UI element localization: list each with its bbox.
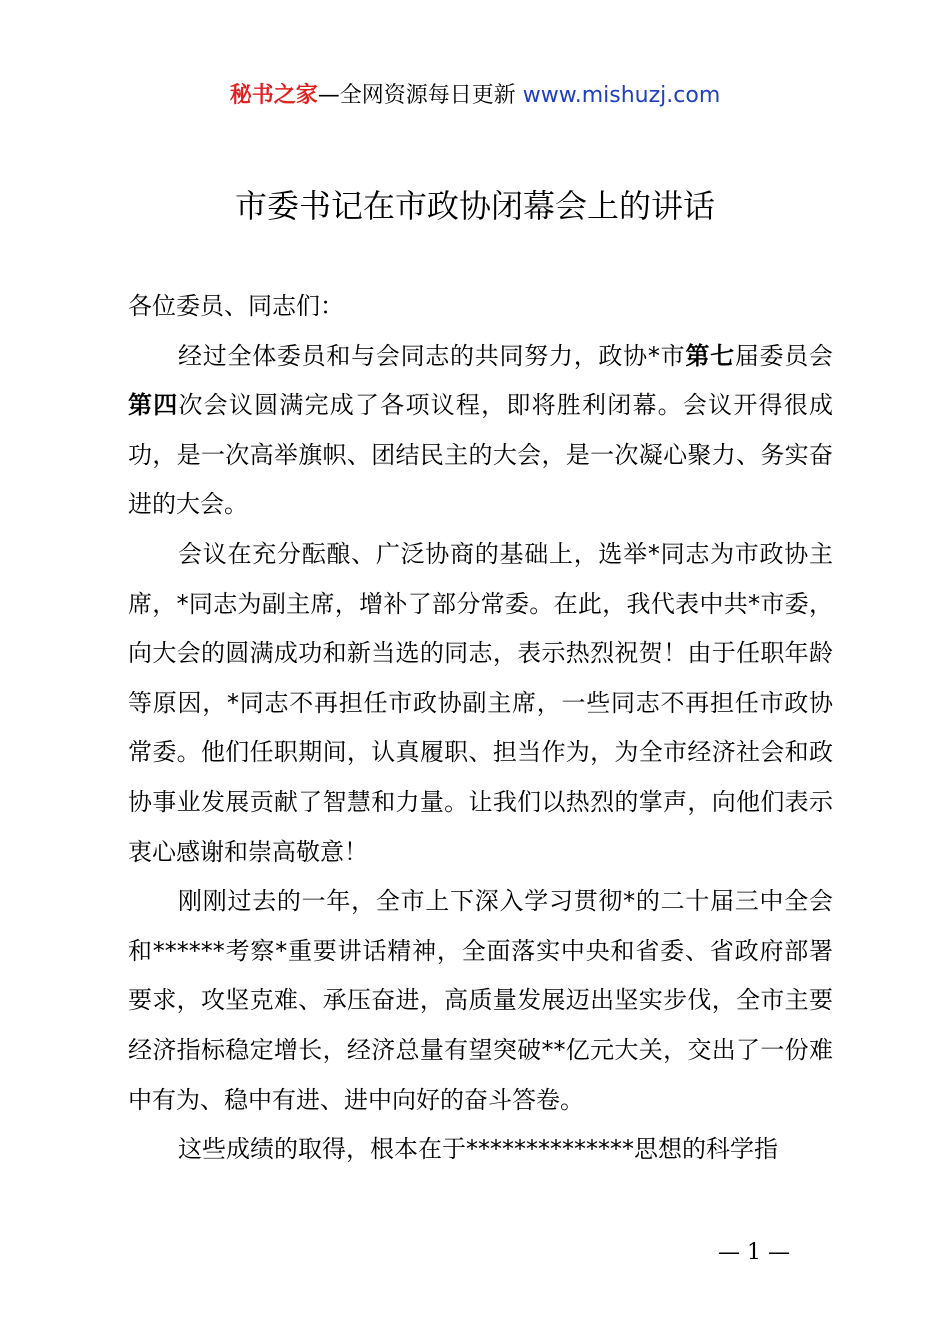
paragraph-2: 会议在充分酝酿、广泛协商的基础上，选举*同志为市政协主席，*同志为副主席，增补了部分常委。在此，我代表中共*市委，向大会的圆满成功和新当选的同志，表示热烈祝贺！由于任职年龄等原因，*同志不再担任市政协副主席，一些同志不再担任市政协常委。他们任职期间，认真履职、担当作为，为全市经济社会和政协事业发展贡献了智慧和力量。让我们以热烈的掌声，向他们表示衷心感谢和崇高敬意！ — [128, 539, 833, 866]
paragraph-1-text-b: 届委员会 — [734, 341, 834, 370]
paragraph-1 — [128, 332, 833, 530]
document-title: 市委书记在市政协闭幕会上的讲话 — [234, 187, 715, 225]
page-number: — 1 — — [718, 1240, 790, 1265]
paragraph-3: 刚刚过去的一年，全市上下深入学习贯彻*的二十届三中全会和******考察*重要讲话精神，全面落实中央和省委、省政府部署要求，攻坚克难、承压奋进，高质量发展迈出坚实步伐，全市主要经济指标稳定增长，经济总量有望突破**亿元大关，交出了一份难中有为、稳中有进、进中向好的奋斗答卷。 — [128, 887, 833, 1114]
document-body — [128, 282, 833, 1175]
paragraph-1-text-c: 次会议圆满完成了各项议程，即将胜利闭幕。会议开得很成功，是一次高举旗帜、团结民主的大会，是一次凝心聚力、务实奋进的大会。 — [128, 391, 834, 519]
paragraph-1-bold-a: 第七 — [685, 341, 735, 370]
site-brand: 秘书之家 — [229, 83, 318, 108]
paragraph-1-bold-b: 第四 — [128, 391, 179, 420]
site-header — [0, 80, 950, 112]
paragraph-4: 这些成绩的取得，根本在于**************思想的科学指 — [178, 1135, 778, 1164]
site-url[interactable]: www.mishuzj.com — [522, 83, 721, 108]
paragraph-1-text-a: 经过全体委员和与会同志的共同努力，政协*市 — [178, 341, 686, 370]
salutation: 各位委员、同志们： — [128, 292, 344, 320]
site-tagline: —全网资源每日更新 — [317, 83, 516, 108]
